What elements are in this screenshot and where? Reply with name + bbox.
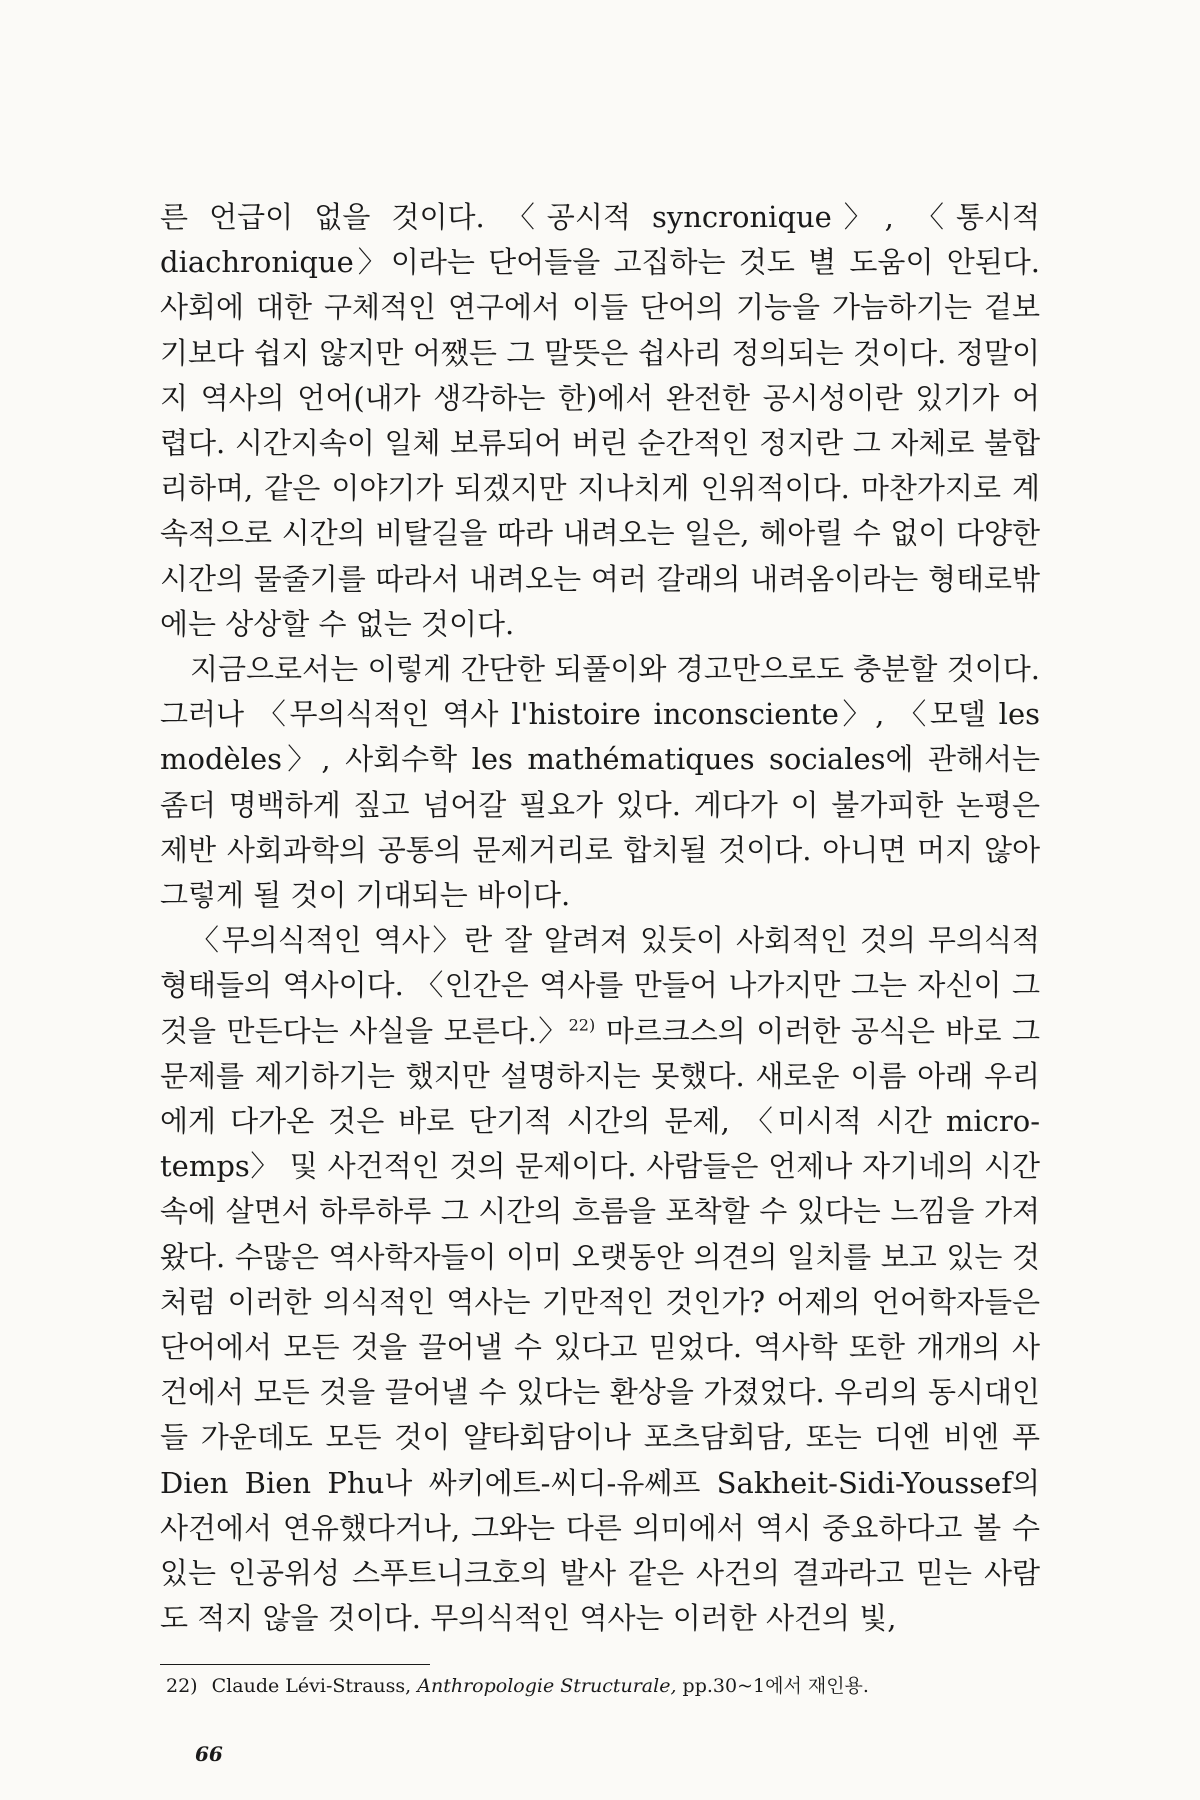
footnote-divider [160, 1664, 430, 1665]
body-text [160, 195, 1040, 1642]
paragraph-3 [160, 918, 1040, 1641]
page-number: 66 [195, 1742, 223, 1766]
book-page [160, 195, 1040, 1755]
paragraph-2: 지금으로서는 이렇게 간단한 되풀이와 경고만으로도 충분할 것이다. 그러나 〈무의식적인 역사 l'histoire inconsciente〉, 〈모델 les modèles〉, 사회수학 les mathématiques sociales에 관해서는 좀더 명백하게 짚고 넘어갈 필요가 있다. 게다가 이 불가피한 논평은 제반 사회과학의 공통의 문제거리로 합치될 것이다. 아니면 머지 않아 그렇게 될 것이 기대되는 바이다. [160, 652, 1040, 913]
footnote-number: 22) [166, 1674, 198, 1697]
footnote-reference: 22) [568, 1015, 596, 1034]
footnote-author: Claude Lévi-Strauss, [211, 1674, 412, 1697]
paragraph-3-text-before: 〈무의식적인 역사〉란 잘 알려져 있듯이 사회적인 것의 무의식적 형태들의 역사이다. 〈인간은 역사를 만들어 나가지만 그는 자신이 그것을 만든다는 사실을 모른다.〉 [160, 923, 1040, 1048]
paragraph-1: 른 언급이 없을 것이다. 〈공시적 syncronique〉, 〈통시적 diachronique〉이라는 단어들을 고집하는 것도 별 도움이 안된다. 사회에 대한 구체적인 연구에서 이들 단어의 기능을 가늠하기는 겉보기보다 쉽지 않지만 어쨌든 그 말뜻은 쉽사리 정의되는 것이다. 정말이지 역사의 언어(내가 생각하는 한)에서 완전한 공시성이란 있기가 어렵다. 시간지속이 일체 보류되어 버린 순간적인 정지란 그 자체로 불합리하며, 같은 이야기가 되겠지만 지나치게 인위적이다. 마찬가지로 계속적으로 시간의 비탈길을 따라 내려오는 일은, 헤아릴 수 없이 다양한 시간의 물줄기를 따라서 내려오는 여러 갈래의 내려옴이라는 형태로밖에는 상상할 수 없는 것이다. [160, 200, 1040, 641]
footnote [160, 1673, 1040, 1699]
paragraph-3-text-after: 마르크스의 이러한 공식은 바로 그 문제를 제기하기는 했지만 설명하지는 못했다. 새로운 이름 아래 우리에게 다가온 것은 바로 단기적 시간의 문제, 〈미시적 시간 micro-temps〉 및 사건적인 것의 문제이다. 사람들은 언제나 자기네의 시간 속에 살면서 하루하루 그 시간의 흐름을 포착할 수 있다는 느낌을 가져왔다. 수많은 역사학자들이 이미 오랫동안 의견의 일치를 보고 있는 것처럼 이러한 의식적인 역사는 기만적인 것인가? 어제의 언어학자들은 단어에서 모든 것을 끌어낼 수 있다고 믿었다. 역사학 또한 개개의 사건에서 모든 것을 끌어낼 수 있다는 환상을 가졌었다. 우리의 동시대인들 가운데도 모든 것이 얄타회담이나 포츠담회담, 또는 디엔 비엔 푸 Dien Bien Phu나 싸키에트-씨디-유쎄프 Sakheit-Sidi-Youssef의 사건에서 연유했다거나, 그와는 다른 의미에서 역시 중요하다고 볼 수 있는 인공위성 스푸트니크호의 발사 같은 사건의 결과라고 믿는 사람도 적지 않을 것이다. 무의식적인 역사는 이러한 사건의 빛, [160, 1013, 1040, 1636]
footnote-title: Anthropologie Structurale, [417, 1674, 677, 1697]
footnote-pages: pp.30~1에서 재인용. [682, 1674, 869, 1697]
